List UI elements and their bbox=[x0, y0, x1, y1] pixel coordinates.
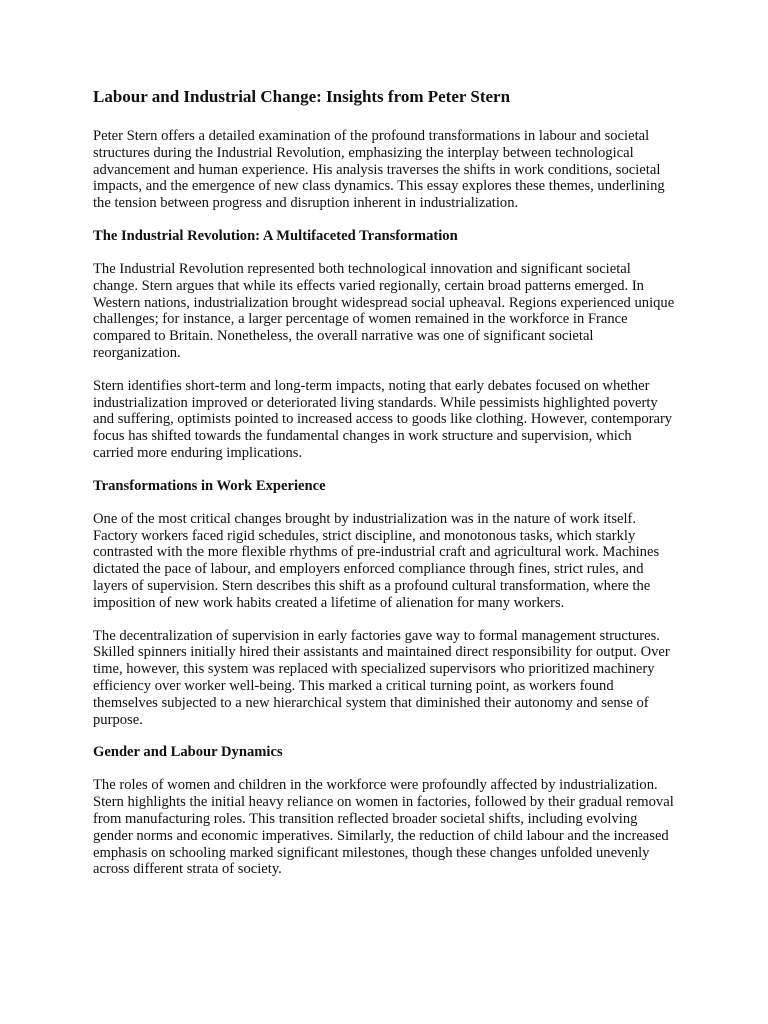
section-paragraph: Stern identifies short-term and long-term impacts, noting that early debates focused on whether industrialization improved or deteriorated living standards. While pessimists highlighted poverty and suffering, optimists pointed to increased access to goods like clothing. However, contemporary focus has shifted towards the fundamental changes in work structure and supervision, which carried more enduring implications. bbox=[93, 377, 673, 461]
document-page bbox=[93, 86, 675, 894]
intro-paragraph: Peter Stern offers a detailed examination of the profound transformations in labour and societal structures during the Industrial Revolution, emphasizing the interplay between technological advancement and human experience. His analysis traverses the shifts in work conditions, societal impacts, and the emergence of new class dynamics. This essay explores these themes, underlining the tension between progress and disruption inherent in industrialization. bbox=[93, 128, 665, 212]
section-heading-work-experience: Transformations in Work Experience bbox=[93, 477, 326, 494]
section-heading-gender-labour: Gender and Labour Dynamics bbox=[93, 744, 283, 761]
section-paragraph: One of the most critical changes brought by industrialization was in the nature of work itself. Factory workers faced rigid schedules, strict discipline, and monotonous tasks, which starkly contrasted with the more flexible rhythms of pre-industrial craft and agricultural work. Machines dictated the pace of labour, and employers enforced compliance through fines, strict rules, and layers of supervision. Stern describes this shift as a profound cultural transformation, where the imposition of new work habits created a lifetime of alienation for many workers. bbox=[93, 510, 660, 611]
section-paragraph: The decentralization of supervision in early factories gave way to formal management structures. Skilled spinners initially hired their assistants and maintained direct responsibility for output. Over time, however, this system was replaced with specialized supervisors who prioritized machinery efficiency over worker well-being. This marked a critical turning point, as workers found themselves subjected to a new hierarchical system that diminished their autonomy and sense of purpose. bbox=[93, 627, 670, 728]
document-title: Labour and Industrial Change: Insights from Peter Stern bbox=[93, 87, 511, 106]
section-heading-industrial-revolution: The Industrial Revolution: A Multifaceted Transformation bbox=[93, 227, 458, 244]
section-paragraph: The Industrial Revolution represented both technological innovation and significant societal change. Stern argues that while its effects varied regionally, certain broad patterns emerged. In Western nations, industrialization brought widespread social upheaval. Regions experienced unique challenges; for instance, a larger percentage of women remained in the workforce in France compared to Britain. Nonetheless, the overall narrative was one of significant societal reorganization. bbox=[93, 260, 675, 361]
section-paragraph: The roles of women and children in the workforce were profoundly affected by industrialization. Stern highlights the initial heavy reliance on women in factories, followed by their gradual removal from manufacturing roles. This transition reflected broader societal shifts, including evolving gender norms and economic imperatives. Similarly, the reduction of child labour and the increased emphasis on schooling marked significant milestones, though these changes unfolded unevenly across different strata of society. bbox=[93, 777, 674, 878]
